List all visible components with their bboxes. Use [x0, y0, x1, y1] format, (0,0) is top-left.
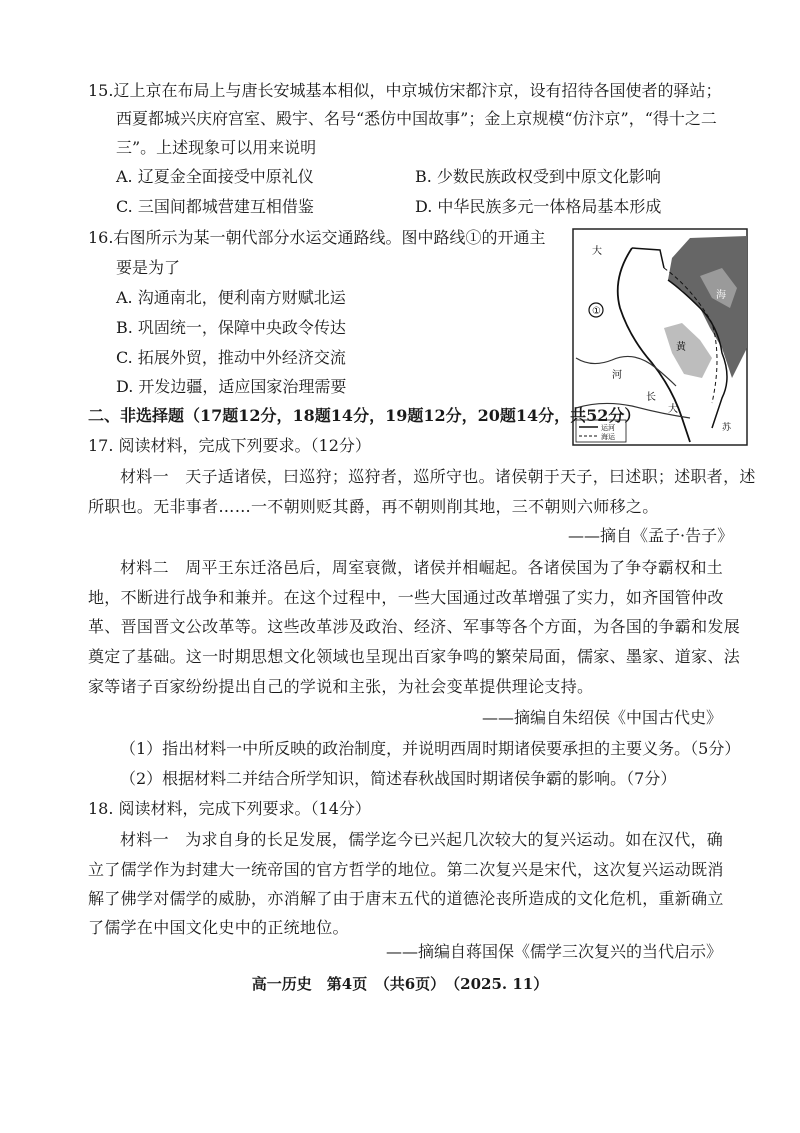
q16-option-d: D. 开发边疆，适应国家治理需要 — [116, 377, 347, 396]
q15-option-b: B. 少数民族政权受到中原文化影响 — [415, 167, 661, 186]
q16-option-b: B. 巩固统一，保障中央政令传达 — [116, 318, 346, 337]
q17-material1-source: ——摘自《孟子·告子》 — [568, 526, 734, 545]
q17-material2-line3: 革、晋国晋文公改革等。这些改革涉及政治、经济、军事等各个方面，为各国的争霸和发展 — [88, 617, 741, 636]
q18-material1-line2: 立了儒学作为封建大一统帝国的官方哲学的地位。第二次复兴是宋代，这次复兴运动既消 — [88, 860, 724, 879]
map-label-da: 大 — [592, 246, 602, 257]
q17-material2-line1: 材料二 周平王东迁洛邑后，周室衰微，诸侯并相崛起。各诸侯国为了争夺霸权和土 — [120, 558, 724, 577]
q16-line1: 16.右图所示为某一朝代部分水运交通路线。图中路线①的开通主 — [88, 228, 546, 247]
section-2-heading: 二、非选择题（17题12分，18题14分，19题12分，20题14分，共52分） — [88, 406, 641, 425]
q16-option-c: C. 拓展外贸，推动中外经济交流 — [116, 348, 346, 367]
q17-ask-1: （1）指出材料一中所反映的政治制度，并说明西周时期诸侯要承担的主要义务。（5分） — [120, 739, 741, 758]
q17-material1-line1: 材料一 天子适诸侯，曰巡狩；巡狩者，巡所守也。诸侯朝于天子，曰述职；述职者，述 — [120, 467, 756, 486]
map-label-chang: 长 — [646, 392, 656, 403]
q15-line1: 15.辽上京在布局上与唐长安城基本相似，中京城仿宋都汴京，设有招待各国使者的驿站； — [88, 81, 722, 100]
q16-option-a: A. 沟通南北，便利南方财赋北运 — [116, 288, 346, 307]
q15-option-a: A. 辽夏金全面接受中原礼仪 — [116, 167, 314, 186]
q17-material2-line4: 奠定了基础。这一时期思想文化领域也呈现出百家争鸣的繁荣局面，儒家、墨家、道家、法 — [88, 647, 741, 666]
q15-line3: 三”。上述现象可以用来说明 — [116, 138, 317, 157]
map-label-da2: 大 — [668, 404, 678, 415]
q17-material2-line2: 地，不断进行战争和兼并。在这个过程中，一些大国通过改革增强了实力，如齐国管仲改 — [88, 588, 724, 607]
q18-material1-source: ——摘编自蒋国保《儒学三次复兴的当代启示》 — [386, 942, 723, 961]
q16-line2: 要是为了 — [116, 258, 181, 277]
q18-material1-line4: 了儒学在中国文化史中的正统地位。 — [88, 918, 349, 937]
map-label-route-1: ① — [592, 306, 601, 317]
q18-heading: 18. 阅读材料，完成下列要求。（14分） — [88, 799, 371, 818]
q17-heading: 17. 阅读材料，完成下列要求。（12分） — [88, 436, 371, 455]
q17-ask-2: （2）根据材料二并结合所学知识，简述春秋战国时期诸侯争霸的影响。（7分） — [120, 769, 677, 788]
q15-line2: 西夏都城兴庆府宫室、殿宇、名号“悉仿中国故事”；金上京规模“仿汴京”，“得十之二 — [116, 109, 717, 128]
q18-material1-line1: 材料一 为求自身的长足发展，儒学迄今已兴起几次较大的复兴运动。如在汉代，确 — [120, 830, 724, 849]
q15-option-d: D. 中华民族多元一体格局基本形成 — [415, 197, 662, 216]
map-label-su: 苏 — [722, 423, 732, 433]
q15-option-c: C. 三国间都城营建互相借鉴 — [116, 197, 314, 216]
q17-material1-line2: 所职也。无非事者……一不朝则贬其爵，再不朝则削其地，三不朝则六师移之。 — [88, 497, 659, 516]
map-label-sea: 海 — [716, 290, 726, 301]
map-label-he: 河 — [612, 370, 622, 381]
map-legend-sea: 海运 — [601, 433, 615, 441]
q17-material2-line5: 家等诸子百家纷纷提出自己的学说和主张，为社会变革提供理论支持。 — [88, 677, 594, 696]
map-legend-canal: 运河 — [601, 424, 615, 432]
page-footer: 高一历史 第4页 （共6页） （2025. 11） — [251, 975, 549, 993]
q18-material1-line3: 解了佛学对儒学的威胁，亦消解了由于唐末五代的道德沦丧所造成的文化危机，重新确立 — [88, 889, 724, 908]
map-label-huang: 黄 — [676, 342, 686, 353]
q17-material2-source: ——摘编自朱绍侯《中国古代史》 — [482, 708, 723, 727]
